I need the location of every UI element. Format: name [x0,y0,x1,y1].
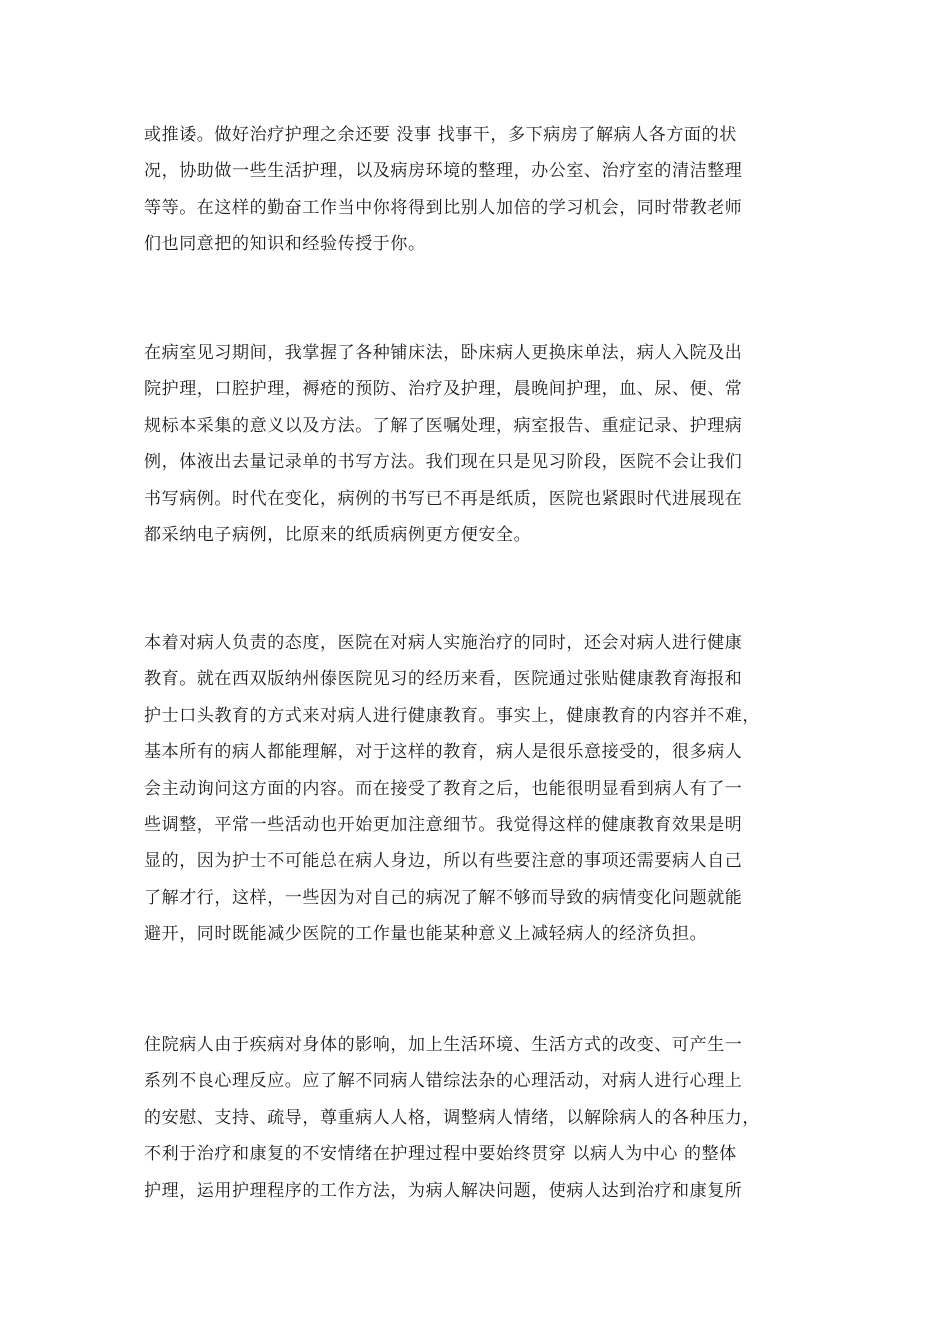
text-line: 教育。就在西双版纳州傣医院见习的经历来看，医院通过张贴健康教育海报和 [144,669,743,690]
paragraph-2 [144,335,809,553]
text-line: 书写病例。时代在变化，病例的书写已不再是纸质，医院也紧跟时代进展现在 [144,488,743,509]
text-line: 们也同意把的知识和经验传授于你。 [144,234,426,255]
text-line: 或推诿。做好治疗护理之余还要 没事 找事干，多下病房了解病人各方面的状 [144,125,737,145]
text-line: 些调整，平常一些活动也开始更加注意细节。我觉得这样的健康教育效果是明 [144,815,743,836]
paragraph-1 [144,117,809,263]
text-line: 的安慰、支持、疏导，尊重病人人格，调整病人情绪，以解除病人的各种压力， [144,1107,760,1128]
text-line: 等等。在这样的勤奋工作当中你将得到比别人加倍的学习机会，同时带教老师 [144,197,743,218]
text-line: 在病室见习期间，我掌握了各种铺床法，卧床病人更换床单法，病人入院及出 [144,343,743,363]
text-line: 护理，运用护理程序的工作方法，为病人解决问题，使病人达到治疗和康复所 [144,1180,743,1201]
text-line: 例，体液出去量记录单的书写方法。我们现在只是见习阶段，医院不会让我们 [144,452,743,473]
text-line: 基本所有的病人都能理解，对于这样的教育，病人是很乐意接受的，很多病人 [144,742,743,763]
text-line: 会主动询问这方面的内容。而在接受了教育之后，也能很明显看到病人有了一 [144,778,743,799]
text-line: 院护理，口腔护理，褥疮的预防、治疗及护理，晨晚间护理，血、尿、便、常 [144,379,743,400]
paragraph-4 [144,1027,809,1209]
text-line: 系列不良心理反应。应了解不同病人错综法杂的心理活动，对病人进行心理上 [144,1071,743,1092]
text-line: 不利于治疗和康复的不安情绪在护理过程中要始终贯穿 以病人为中心 的整体 [144,1144,737,1165]
text-line: 规标本采集的意义以及方法。了解了医嘱处理，病室报告、重症记录、护理病 [144,415,743,436]
text-line: 显的，因为护士不可能总在病人身边，所以有些要注意的事项还需要病人自己 [144,851,743,872]
text-line: 避开，同时既能减少医院的工作量也能某种意义上减轻病人的经济负担。 [144,924,708,945]
text-line: 护士口头教育的方式来对病人进行健康教育。事实上，健康教育的内容并不难， [144,705,760,726]
text-line: 都采纳电子病例，比原来的纸质病例更方便安全。 [144,525,532,546]
paragraph-3 [144,625,809,953]
text-line: 况，协助做一些生活护理，以及病房环境的整理，办公室、治疗室的清洁整理 [144,161,743,182]
text-line: 本着对病人负责的态度，医院在对病人实施治疗的同时，还会对病人进行健康 [144,633,743,653]
text-line: 住院病人由于疾病对身体的影响，加上生活环境、生活方式的改变、可产生一 [144,1035,743,1055]
text-line: 了解才行，这样，一些因为对自己的病况了解不够而导致的病情变化问题就能 [144,887,743,908]
